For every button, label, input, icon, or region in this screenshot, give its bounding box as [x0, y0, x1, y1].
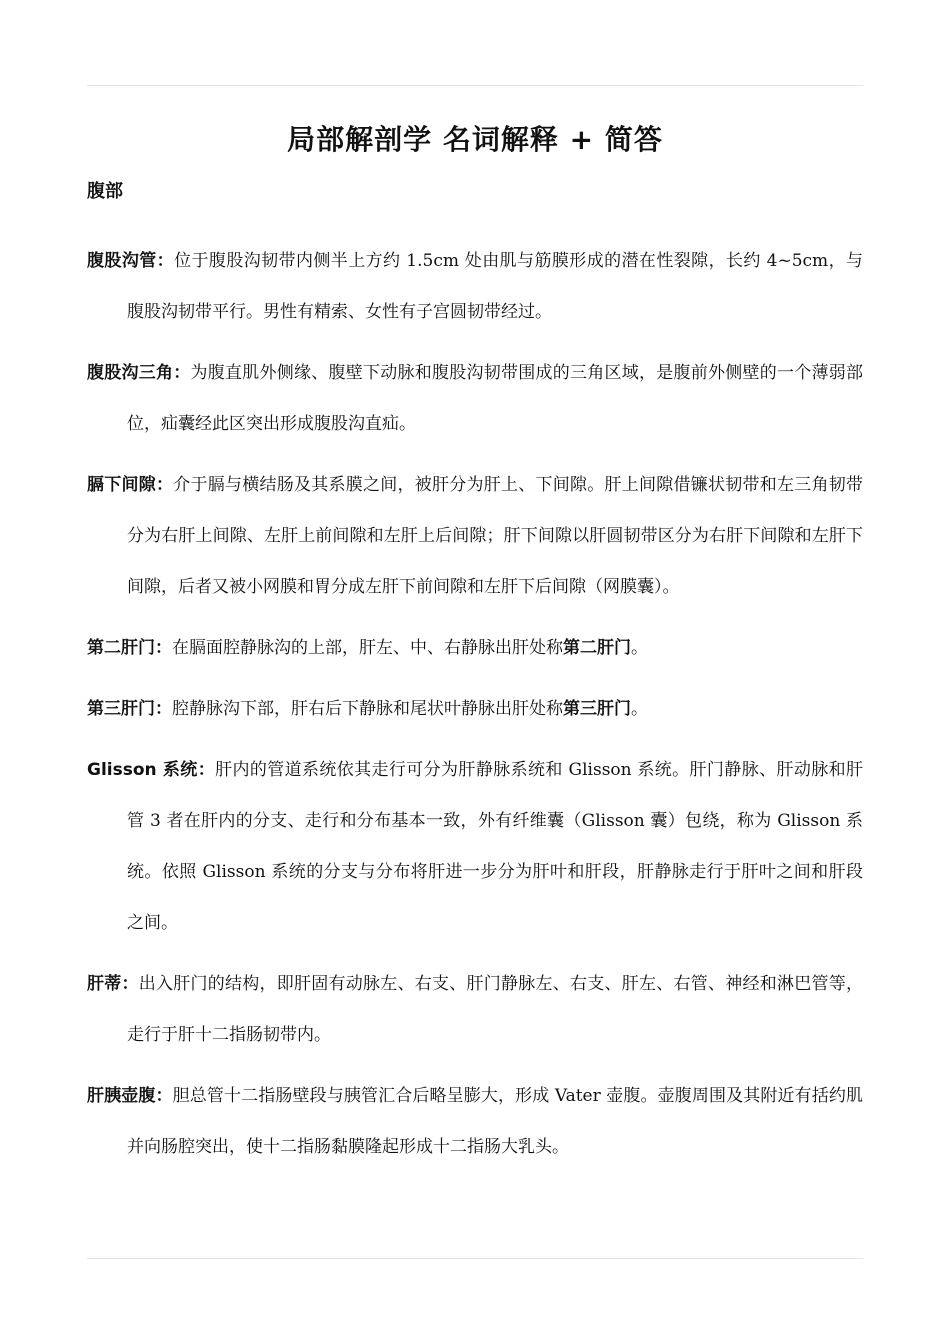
entry-term: 肝胰壶腹： [87, 1086, 173, 1106]
entry-list [87, 236, 863, 1183]
entry-text: 胆总管十二指肠壁段与胰管汇合后略呈膨大，形成 Vater 壶腹。壶腹周围及其附近有括约肌并向肠腔突出，使十二指肠黏膜隆起形成十二指肠大乳头。 [127, 1086, 863, 1157]
entry-third-porta-hepatis [87, 684, 863, 735]
entry-inguinal-triangle [87, 348, 863, 450]
entry-hepatic-pedicle [87, 959, 863, 1061]
header-rule [87, 85, 863, 86]
entry-term: 第二肝门： [87, 638, 172, 658]
entry-hepatopancreatic-ampulla [87, 1071, 863, 1173]
entry-term: Glisson 系统： [87, 760, 216, 780]
entry-emphasis: 第三肝门 [563, 699, 631, 719]
entry-term: 腹股沟管： [87, 251, 175, 271]
page-title: 局部解剖学 名词解释 + 简答 [287, 123, 663, 156]
entry-text: 肝内的管道系统依其走行可分为肝静脉系统和 Glisson 系统。肝门静脉、肝动脉和肝管 3 者在肝内的分支、走行和分布基本一致，外有纤维囊（Glisson 囊）包绕，称为 Glisson 系统。依照 Glisson 系统的分支与分布将肝进一步分为肝叶和肝段，肝静脉走行于肝叶之间和肝段之间。 [127, 760, 863, 933]
entry-text: 出入肝门的结构，即肝固有动脉左、右支、肝门静脉左、右支、肝左、右管、神经和淋巴管等，走行于肝十二指肠韧带内。 [127, 974, 863, 1045]
entry-tail: 。 [631, 699, 648, 719]
footer-rule [87, 1258, 863, 1259]
section-heading: 腹部 [87, 181, 123, 202]
entry-glisson-system [87, 745, 863, 949]
entry-term: 腹股沟三角： [87, 363, 191, 383]
entry-term: 肝蒂： [87, 974, 139, 994]
entry-text: 介于膈与横结肠及其系膜之间，被肝分为肝上、下间隙。肝上间隙借镰状韧带和左三角韧带分为右肝上间隙、左肝上前间隙和左肝上后间隙；肝下间隙以肝圆韧带区分为右肝下间隙和左肝下间隙，后者又被小网膜和胃分成左肝下前间隙和左肝下后间隙（网膜囊）。 [127, 475, 863, 597]
entry-text: 腔静脉沟下部，肝右后下静脉和尾状叶静脉出肝处称 [172, 699, 563, 719]
entry-text: 位于腹股沟韧带内侧半上方约 1.5cm 处由肌与筋膜形成的潜在性裂隙，长约 4~5cm，与腹股沟韧带平行。男性有精索、女性有子宫圆韧带经过。 [127, 251, 864, 322]
entry-tail: 。 [631, 638, 648, 658]
entry-emphasis: 第二肝门 [563, 638, 631, 658]
entry-text: 在膈面腔静脉沟的上部，肝左、中、右静脉出肝处称 [172, 638, 563, 658]
entry-inguinal-canal [87, 236, 863, 338]
entry-text: 为腹直肌外侧缘、腹壁下动脉和腹股沟韧带围成的三角区域，是腹前外侧壁的一个薄弱部位，疝囊经此区突出形成腹股沟直疝。 [127, 363, 863, 434]
entry-subphrenic-space [87, 460, 863, 613]
entry-second-porta-hepatis [87, 623, 863, 674]
entry-term: 膈下间隙： [87, 475, 174, 495]
entry-term: 第三肝门： [87, 699, 172, 719]
